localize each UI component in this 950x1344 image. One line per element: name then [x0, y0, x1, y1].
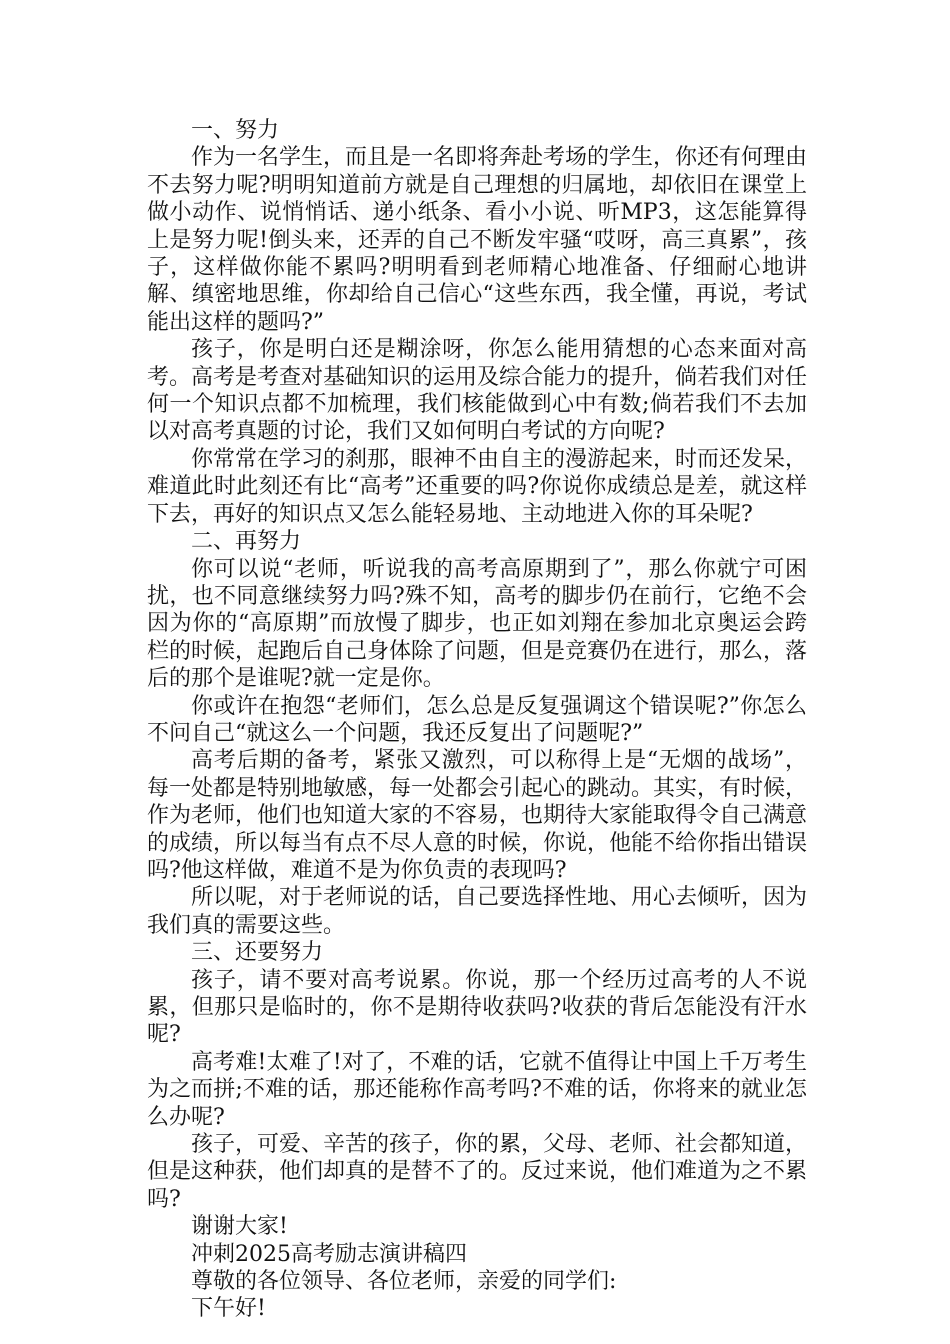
- speech-title: 冲刺2025高考励志演讲稿四: [191, 1241, 467, 1267]
- paragraph: 孩子，可爱、辛苦的孩子，你的累，父母、老师、社会都知道，但是这种获，他们却真的是替不了的。反过来说，他们难道为之不累吗?: [147, 1132, 808, 1212]
- paragraph: 作为一名学生，而且是一名即将奔赴考场的学生，你还有何理由不去努力呢?明明知道前方就是自己理想的归属地，却依旧在课堂上做小动作、说悄悄话、递小纸条、看小小说、听MP3，这怎能算得上是努力呢!倒头来，还弄的自己不断发牢骚“哎呀，高三真累”，孩子，这样做你能不累吗?明明看到老师精心地准备、仔细耐心地讲解、缜密地思维，你却给自己信心“这些东西，我全懂，再说，考试能出这样的题吗?”: [147, 145, 808, 335]
- paragraph: 高考难!太难了!对了，不难的话，它就不值得让中国上千万考生为之而拼;不难的话，那还能称作高考吗?不难的话，你将来的就业怎么办呢?: [147, 1049, 807, 1130]
- paragraph: 高考后期的备考，紧张又激烈，可以称得上是“无烟的战场”，每一处都是特别地敏感，每一处都会引起心的跳动。其实，有时候，作为老师，他们也知道大家的不容易，也期待大家能取得令自己满意的成绩，所以每当有点不尽人意的时候，你说，他能不给你指出错误吗?他这样做，难道不是为你负责的表现吗?: [147, 748, 808, 883]
- paragraph: 你或许在抱怨“老师们，怎么总是反复强调这个错误呢?”你怎么不问自己“就这么一个问题，我还反复出了问题呢?”: [147, 693, 807, 746]
- paragraph: 你可以说“老师，听说我的高考高原期到了”，那么你就宁可困扰，也不同意继续努力吗?殊不知，高考的脚步仍在前行，它绝不会因为你的“高原期”而放慢了脚步，也正如刘翔在参加北京奥运会跨栏的时候，起跑后自己身体除了问题，但是竞赛仍在进行，那么，落后的那个是谁呢?就一定是你。: [147, 556, 808, 692]
- section-heading-2: 二、再努力: [191, 529, 302, 555]
- section-heading-1: 一、努力: [191, 118, 280, 143]
- salutation: 尊敬的各位领导、各位老师，亲爱的同学们:: [191, 1269, 617, 1295]
- paragraph: 孩子，请不要对高考说累。你说，那一个经历过高考的人不说累，但那只是临时的，你不是期待收获吗?收获的背后怎能没有汗水呢?: [147, 967, 807, 1048]
- paragraph: 所以呢，对于老师说的话，自己要选择性地、用心去倾听，因为我们真的需要这些。: [147, 885, 808, 938]
- greeting: 下午好!: [191, 1296, 266, 1322]
- closing-line: 谢谢大家!: [191, 1214, 288, 1240]
- paragraph: 孩子，你是明白还是糊涂呀，你怎么能用猜想的心态来面对高考。高考是考查对基础知识的运用及综合能力的提升，倘若我们对任何一个知识点都不加梳理，我们核能做到心中有数;倘若我们不去加以对高考真题的讨论，我们又如何明白考试的方向呢?: [147, 337, 808, 445]
- paragraph: 你常常在学习的刹那，眼神不由自主的漫游起来，时而还发呆，难道此时此刻还有比“高考”还重要的吗?你说你成绩总是差，就这样下去，再好的知识点又怎么能轻易地、主动地进入你的耳朵呢?: [147, 446, 808, 527]
- section-heading-3: 三、还要努力: [191, 940, 324, 966]
- document-page: [147, 117, 807, 1323]
